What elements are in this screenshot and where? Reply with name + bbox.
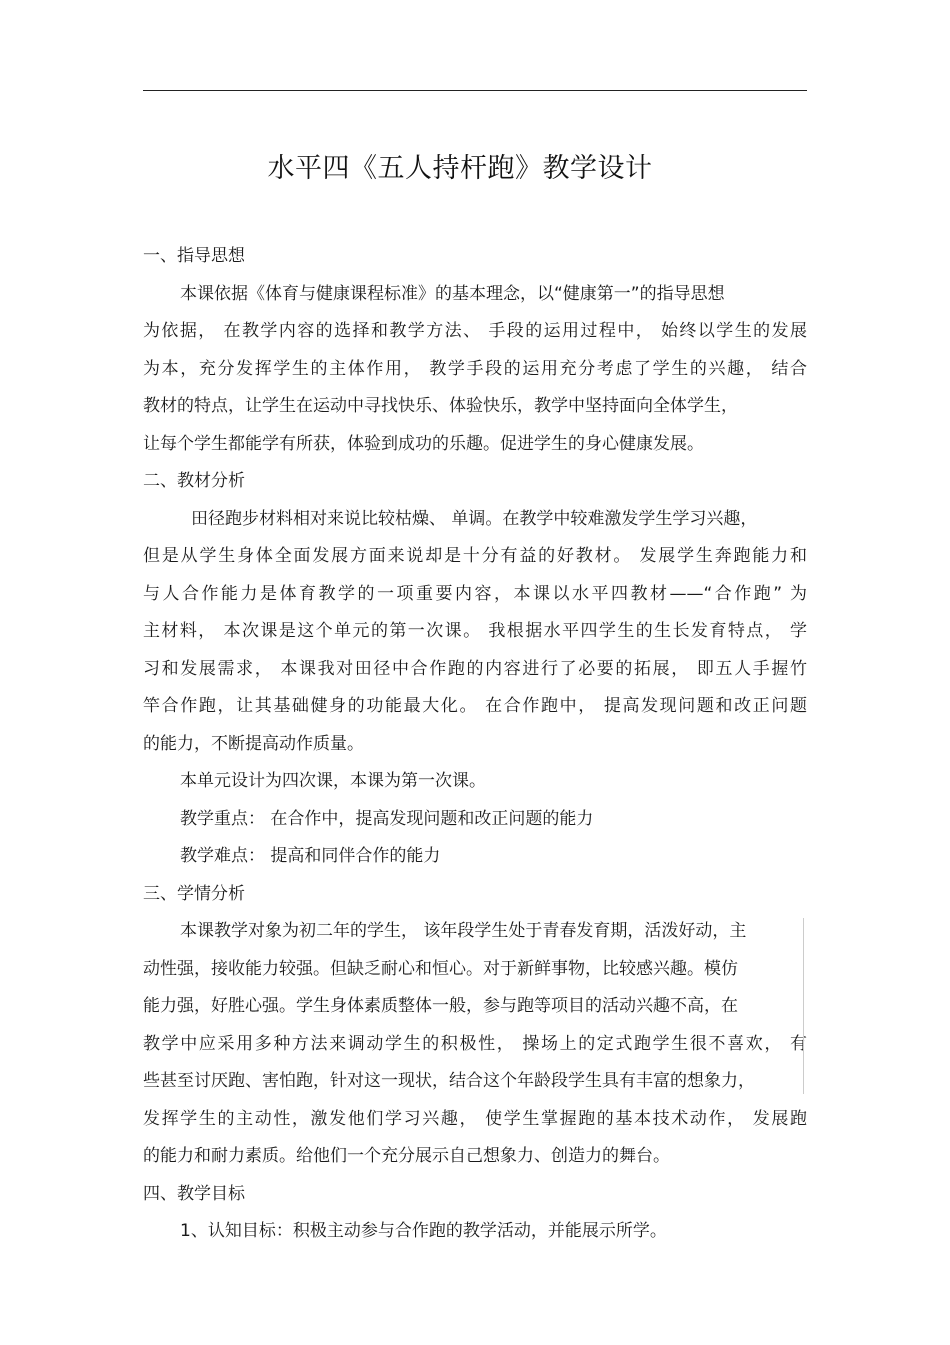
paragraph-line: 教学中应采用多种方法来调动学生的积极性， 操场上的定式跑学生很不喜欢， 有 — [143, 1033, 807, 1054]
paragraph-line: 为本，充分发挥学生的主体作用， 教学手段的运用充分考虑了学生的兴趣， 结合 — [143, 358, 807, 379]
paragraph-line: 四、教学目标 — [143, 1183, 245, 1204]
paragraph-line: 主材料， 本次课是这个单元的第一次课。 我根据水平四学生的生长发育特点， 学 — [143, 621, 807, 641]
paragraph-line: 教学重点： 在合作中，提高发现问题和改正问题的能力 — [180, 808, 594, 829]
document-title: 水平四《五人持杆跑》教学设计 — [267, 153, 653, 184]
paragraph-line: 习和发展需求， 本课我对田径中合作跑的内容进行了必要的拓展， 即五人手握竹 — [143, 658, 807, 679]
paragraph-line: 让每个学生都能学有所获，体验到成功的乐趣。促进学生的身心健康发展。 — [143, 433, 704, 454]
paragraph-line: 与人合作能力是体育教学的一项重要内容，本课以水平四教材——“合作跑” 为 — [143, 583, 807, 604]
paragraph-line: 动性强，接收能力较强。但缺乏耐心和恒心。对于新鲜事物，比较感兴趣。模仿 — [143, 958, 738, 979]
paragraph-line: 一、指导思想 — [143, 246, 245, 266]
paragraph-line: 本课依据《体育与健康课程标准》的基本理念，以“健康第一”的指导思想 — [180, 283, 725, 304]
paragraph-line: 田径跑步材料相对来说比较枯燥、 单调。在教学中较难激发学生学习兴趣， — [191, 508, 758, 529]
paragraph-line: 能力强，好胜心强。学生身体素质整体一般，参与跑等项目的活动兴趣不高，在 — [143, 996, 738, 1016]
document-body — [143, 238, 807, 1251]
paragraph-line: 1、认知目标：积极主动参与合作跑的教学活动，并能展示所学。 — [180, 1221, 667, 1241]
paragraph-line: 发挥学生的主动性，激发他们学习兴趣， 使学生掌握跑的基本技术动作， 发展跑 — [143, 1108, 807, 1129]
paragraph-line: 的能力，不断提高动作质量。 — [143, 733, 364, 754]
margin-marks — [803, 918, 806, 1094]
paragraph-line: 二、教材分析 — [143, 471, 245, 491]
paragraph-line: 但是从学生身体全面发展方面来说却是十分有益的好教材。 发展学生奔跑能力和 — [143, 546, 807, 566]
paragraph-line: 些甚至讨厌跑、害怕跑，针对这一现状，结合这个年龄段学生具有丰富的想象力， — [143, 1071, 755, 1091]
paragraph-line: 本单元设计为四次课，本课为第一次课。 — [180, 771, 486, 791]
paragraph-line: 竿合作跑，让其基础健身的功能最大化。 在合作跑中， 提高发现问题和改正问题 — [143, 696, 807, 716]
paragraph-line: 教材的特点，让学生在运动中寻找快乐、体验快乐，教学中坚持面向全体学生， — [143, 396, 738, 416]
paragraph-line: 为依据， 在教学内容的选择和教学方法、 手段的运用过程中， 始终以学生的发展 — [143, 321, 807, 341]
paragraph-line: 的能力和耐力素质。给他们一个充分展示自己想象力、创造力的舞台。 — [143, 1146, 670, 1166]
paragraph-line: 本课教学对象为初二年的学生， 该年段学生处于青春发育期，活泼好动，主 — [180, 921, 747, 941]
paragraph-line: 教学难点： 提高和同伴合作的能力 — [180, 846, 441, 866]
paragraph-line: 三、学情分析 — [143, 883, 245, 904]
header-rule — [143, 90, 807, 91]
